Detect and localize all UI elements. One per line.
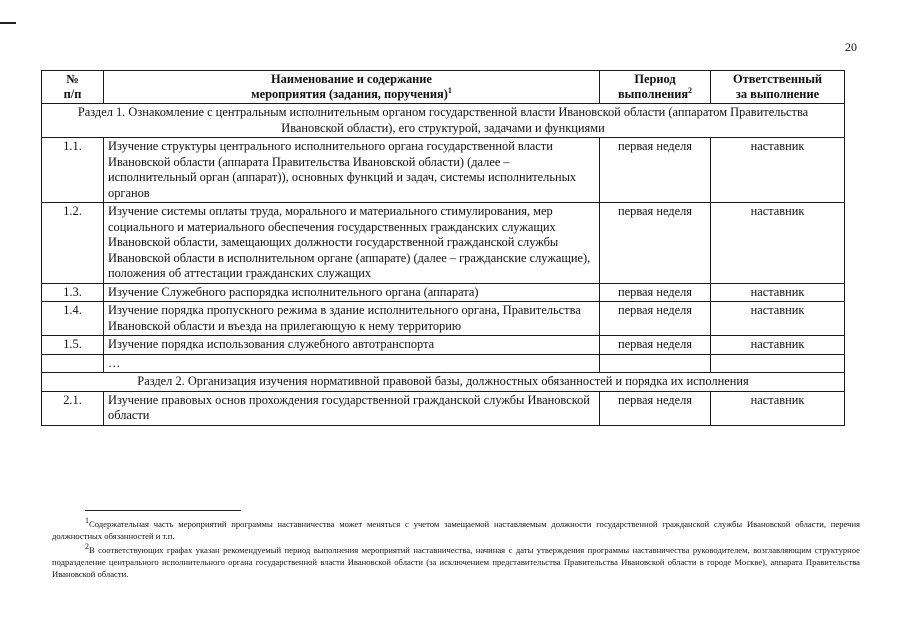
footnote-2 [52,544,860,580]
page-number: 20 [845,40,857,54]
footnote-1-mark: 1 [85,516,89,526]
table-row [42,283,845,302]
section-1-title: Раздел 1. Ознакомление с центральным исполнительным органом государственной власти Ивановской области (аппаратом Правительства Ивановской области), его структурой, задачами и функциями [42,104,845,138]
blank-cell [711,354,845,373]
header-num-line2: п/п [63,87,82,101]
row-num: 1.1. [42,138,104,203]
footnotes [52,518,860,582]
row-text: Изучение системы оплаты труда, морального и материального стимулирования, мер социального и материального обеспечения государственных гражданских служащих Ивановской области, замещающих должности государственной гражданской службы Ивановской области в исполнительном органе (аппарате) (далее – гражданские служащие), положения об аттестации гражданских служащих [104,203,600,284]
row-text: Изучение Служебного распорядка исполнительного органа (аппарата) [104,283,600,302]
header-name-line2: мероприятия (задания, поручения)$^1$ [251,85,452,101]
footnote-ref-2: 2 [688,85,693,95]
row-num: 1.5. [42,336,104,355]
table-header-row [42,71,845,104]
row-period: первая неделя [600,302,711,336]
row-responsible: наставник [711,391,845,425]
row-responsible: наставник [711,138,845,203]
header-period-line2: выполнения$^2$ [617,85,693,101]
table-row [42,336,845,355]
row-num: 1.4. [42,302,104,336]
row-period: первая неделя [600,203,711,284]
row-num: 1.3. [42,283,104,302]
footnote-ref-1: 1 [447,85,452,95]
section-row [42,373,845,392]
header-name [104,71,600,104]
footnote-1 [52,518,860,542]
row-period: первая неделя [600,283,711,302]
corner-mark [0,22,16,24]
ellipsis-row [42,354,845,373]
row-period: первая неделя [600,391,711,425]
blank-cell [600,354,711,373]
table-row [42,138,845,203]
header-num [42,71,104,104]
header-period [600,71,711,104]
header-name-line1: Наименование и содержание [271,72,432,86]
footnote-1-text: Содержательная часть мероприятий программы наставничества может меняться с учетом замещаемой наставляемым должности государственной гражданской службы Ивановской области, перечня должностных обязанностей и т.п. [52,519,860,541]
row-text: Изучение порядка пропускного режима в здание исполнительного органа, Правительства Ивановской области и въезда на прилегающую к нему территорию [104,302,600,336]
table-row [42,302,845,336]
header-period-line1: Период [634,72,676,86]
row-text: Изучение структуры центрального исполнительного органа государственной власти Ивановской области (аппарата Правительства Ивановской области) (далее – исполнительный орган (аппарат)), основных функций и задач, системы исполнительных органов [104,138,600,203]
row-num: 1.2. [42,203,104,284]
section-2-title: Раздел 2. Организация изучения нормативной правовой базы, должностных обязанностей и порядка их исполнения [42,373,845,392]
table-row [42,391,845,425]
footnote-2-text: В соответствующих графах указан рекомендуемый период выполнения мероприятий наставничества, начиная с даты утверждения программы наставничества руководителем, возглавляющим структурное подразделение центрального исполнительного органа государственной власти Ивановской области (за исключением представительства Правительства Ивановской области в городе Москве), аппарата Правительства Ивановской области. [52,545,860,579]
row-responsible: наставник [711,336,845,355]
row-text: Изучение порядка использования служебного автотранспорта [104,336,600,355]
blank-cell [42,354,104,373]
mentoring-plan-table [41,70,845,426]
footnote-divider [85,510,241,511]
header-num-line1: № [66,72,79,86]
row-responsible: наставник [711,302,845,336]
header-responsible-line2: за выполнение [735,87,820,101]
row-num: 2.1. [42,391,104,425]
footnote-2-mark: 2 [85,542,89,552]
table-row [42,203,845,284]
row-text: Изучение правовых основ прохождения государственной гражданской службы Ивановской области [104,391,600,425]
header-responsible-line1: Ответственный [732,72,823,86]
section-row [42,104,845,138]
row-responsible: наставник [711,203,845,284]
row-responsible: наставник [711,283,845,302]
row-period: первая неделя [600,138,711,203]
ellipsis-cell: … [104,354,600,373]
row-period: первая неделя [600,336,711,355]
header-responsible [711,71,845,104]
